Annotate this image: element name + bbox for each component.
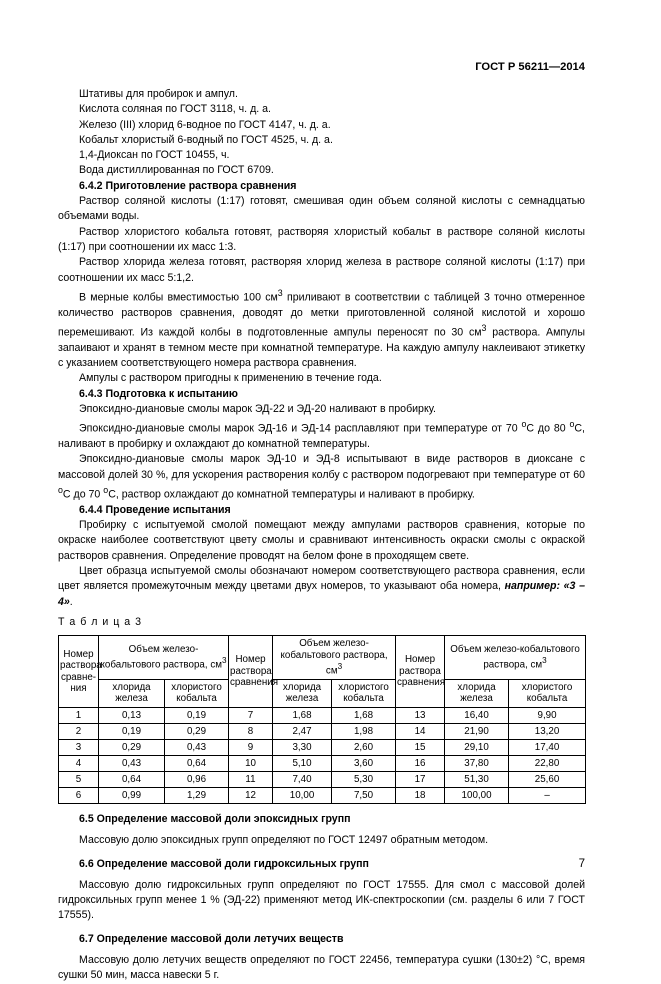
paragraph: Массовую долю эпоксидных групп определяют по ГОСТ 12497 обратным методом. [79, 834, 489, 847]
table-cell: 3,60 [332, 755, 396, 771]
paragraph: Пробирку с испытуемой смолой помещают между ампулами растворов сравнения, которые по окраске наиболее соответствуют цвету смолы и сравнивают интенсивность окраски смолы с окраской растворов сравнения. Определение проводят на белом фоне в проходящем свете. [58, 519, 585, 562]
table-cell: 0,13 [99, 707, 165, 723]
table-cell: 16 [396, 755, 445, 771]
table-cell: – [509, 787, 586, 803]
page-body [58, 87, 585, 984]
table-cell: 5 [59, 771, 99, 787]
table-cell: 1 [59, 707, 99, 723]
table-cell: 5,30 [332, 771, 396, 787]
table-row [59, 739, 586, 755]
table-cell: 2,60 [332, 739, 396, 755]
table-cell: 2 [59, 723, 99, 739]
table-cell: 1,29 [165, 787, 229, 803]
header-cobalt-chloride: хлористого кобальта [332, 679, 396, 707]
table-row [59, 723, 586, 739]
material-item: Вода дистиллированная по ГОСТ 6709. [79, 164, 274, 177]
paragraph: Массовую долю летучих веществ определяют по ГОСТ 22456, температура сушки (130±2) °С, время сушки 50 мин, масса навески 5 г. [58, 954, 585, 982]
table-cell: 0,43 [99, 755, 165, 771]
material-item: Штативы для пробирок и ампул. [79, 88, 238, 100]
header-cobalt-chloride: хлористого кобальта [165, 679, 229, 707]
header-iron-chloride: хлорида железа [99, 679, 165, 707]
table-cell: 0,19 [165, 707, 229, 723]
paragraph: Цвет образца испытуемой смолы обозначают номером соответствующего раствора сравнения, если цвет является промежуточным между цветами двух номеров, то указывают оба номера, например: «3 – 4». [58, 565, 585, 608]
paragraph: Раствор соляной кислоты (1:17) готовят, смешивая один объем соляной кислоты с семнадцатью объемами воды. [58, 195, 585, 223]
table-cell: 1,98 [332, 723, 396, 739]
table-cell: 0,64 [165, 755, 229, 771]
table-cell: 0,64 [99, 771, 165, 787]
table-cell: 16,40 [445, 707, 509, 723]
table-cell: 2,47 [273, 723, 332, 739]
table-cell: 51,30 [445, 771, 509, 787]
table-cell: 5,10 [273, 755, 332, 771]
table-cell: 0,96 [165, 771, 229, 787]
table-cell: 10 [229, 755, 273, 771]
heading-6-7: 6.7 Определение массовой доли летучих веществ [79, 932, 344, 945]
page-number: 7 [578, 858, 585, 870]
heading-6-5: 6.5 Определение массовой доли эпоксидных групп [79, 812, 351, 825]
table-cell: 3 [59, 739, 99, 755]
header-volume: Объем железо-кобальтового раствора, $см^3$ [273, 636, 396, 680]
table-cell: 7,50 [332, 787, 396, 803]
table-cell: 11 [229, 771, 273, 787]
header-solution-number: Номер раствора сравнения [229, 636, 273, 708]
table-row [59, 755, 586, 771]
heading-6-4-4: 6.4.4 Проведение испытания [79, 503, 231, 516]
material-item: 1,4-Диоксан по ГОСТ 10455, ч. [79, 149, 230, 162]
table-cell: 0,19 [99, 723, 165, 739]
table-cell: 15 [396, 739, 445, 755]
table-cell: 0,29 [165, 723, 229, 739]
header-solution-number: Номер раствора сравне-ния [59, 636, 99, 708]
material-item: Кобальт хлористый 6-водный по ГОСТ 4525, ч. д. а. [79, 133, 333, 146]
table-cell: 37,80 [445, 755, 509, 771]
header-iron-chloride: хлорида железа [273, 679, 332, 707]
paragraph: Ампулы с раствором пригодны к применению в течение года. [79, 372, 382, 385]
table-cell: 25,60 [509, 771, 586, 787]
table-cell: 9 [229, 739, 273, 755]
header-volume: Объем железо-кобальтового раствора, $см^3$ [445, 636, 586, 680]
header-solution-number: Номер раствора сравнения [396, 636, 445, 708]
paragraph: В мерные колбы вместимостью 100 $см^3$ приливают в соответствии с таблицей 3 точно отмеренное количество растворов сравнения, доводят до метки приготовленной соляной кислотой и хорошо перемешивают. Из каждой колбы в подготовленные ампулы переносят по 30 $см^3$ раствора. Ампулы запаивают и хранят в темном месте при комнатной температуре. На каждую ампулу наклеивают этикетку с указанием соответствующего номера раствора сравнения. [58, 287, 585, 370]
paragraph: Раствор хлористого кобальта готовят, растворяя хлористый кобальт в растворе соляной кислоты (1:17) при соотношении их масс 1:3. [58, 225, 585, 253]
table-cell: 7 [229, 707, 273, 723]
table-cell: 29,10 [445, 739, 509, 755]
paragraph: Раствор хлорида железа готовят, растворяя хлорид железа в растворе соляной кислоты (1:17) при соотношении их масс 5:1,2. [58, 256, 585, 284]
paragraph: Эпоксидно-диановые смолы марок ЭД-22 и ЭД-20 наливают в пробирку. [79, 403, 436, 415]
table-cell: 18 [396, 787, 445, 803]
table-cell: 21,90 [445, 723, 509, 739]
paragraph: Массовую долю гидроксильных групп определяют по ГОСТ 17555. Для смол с массовой долей гидроксильных групп менее 1 % (ЭД-22) применяют метод ИК-спектроскопии (см. разделы 6 или 7 ГОСТ 17555). [58, 878, 585, 922]
table-cell: 1,68 [332, 707, 396, 723]
table-cell: 17,40 [509, 739, 586, 755]
table-cell: 6 [59, 787, 99, 803]
header-cobalt-chloride: хлористого кобальта [509, 679, 586, 707]
table-cell: 1,68 [273, 707, 332, 723]
table-row [59, 707, 586, 723]
table-cell: 13,20 [509, 723, 586, 739]
material-item: Кислота соляная по ГОСТ 3118, ч. д. а. [79, 103, 271, 116]
table-cell: 8 [229, 723, 273, 739]
paragraph: Эпоксидно-диановые смолы марок ЭД-16 и ЭД-14 расплавляют при температуре от 70 $^о$С до 80 $^о$С, наливают в пробирку и охлаждают до комнатной температуры. [58, 419, 585, 451]
table-cell: 12 [229, 787, 273, 803]
paragraph: Эпоксидно-диановые смолы марок ЭД-10 и ЭД-8 испытывают в виде растворов в диоксане с массовой долей 30 %, для ускорения растворения колбу с раствором подогревают при температуре от 60 $^о$С до 70 $^о$С, раствор охлаждают до комнатной температуры и наливают в пробирку. [58, 453, 585, 501]
header-volume: Объем железо-кобальтового раствора, $см^3$ [99, 636, 229, 680]
table-cell: 4 [59, 755, 99, 771]
table-cell: 0,29 [99, 739, 165, 755]
heading-6-6: 6.6 Определение массовой доли гидроксильных групп [79, 857, 369, 870]
table-3 [58, 635, 586, 804]
table-row [59, 787, 586, 803]
table-cell: 100,00 [445, 787, 509, 803]
table-cell: 9,90 [509, 707, 586, 723]
heading-6-4-2: 6.4.2 Приготовление раствора сравнения [79, 179, 297, 192]
table-row [59, 771, 586, 787]
table-cell: 7,40 [273, 771, 332, 787]
table-cell: 3,30 [273, 739, 332, 755]
header-iron-chloride: хлорида железа [445, 679, 509, 707]
table-cell: 22,80 [509, 755, 586, 771]
table-label: Т а б л и ц а 3 [58, 615, 142, 628]
table-cell: 13 [396, 707, 445, 723]
table-cell: 14 [396, 723, 445, 739]
table-cell: 17 [396, 771, 445, 787]
heading-6-4-3: 6.4.3 Подготовка к испытанию [79, 387, 238, 400]
standard-number: ГОСТ Р 56211—2014 [475, 61, 585, 73]
table-cell: 0,99 [99, 787, 165, 803]
materials-list [58, 87, 585, 179]
table-cell: 10,00 [273, 787, 332, 803]
table-cell: 0,43 [165, 739, 229, 755]
material-item: Железо (III) хлорид 6-водное по ГОСТ 4147, ч. д. а. [79, 118, 331, 131]
